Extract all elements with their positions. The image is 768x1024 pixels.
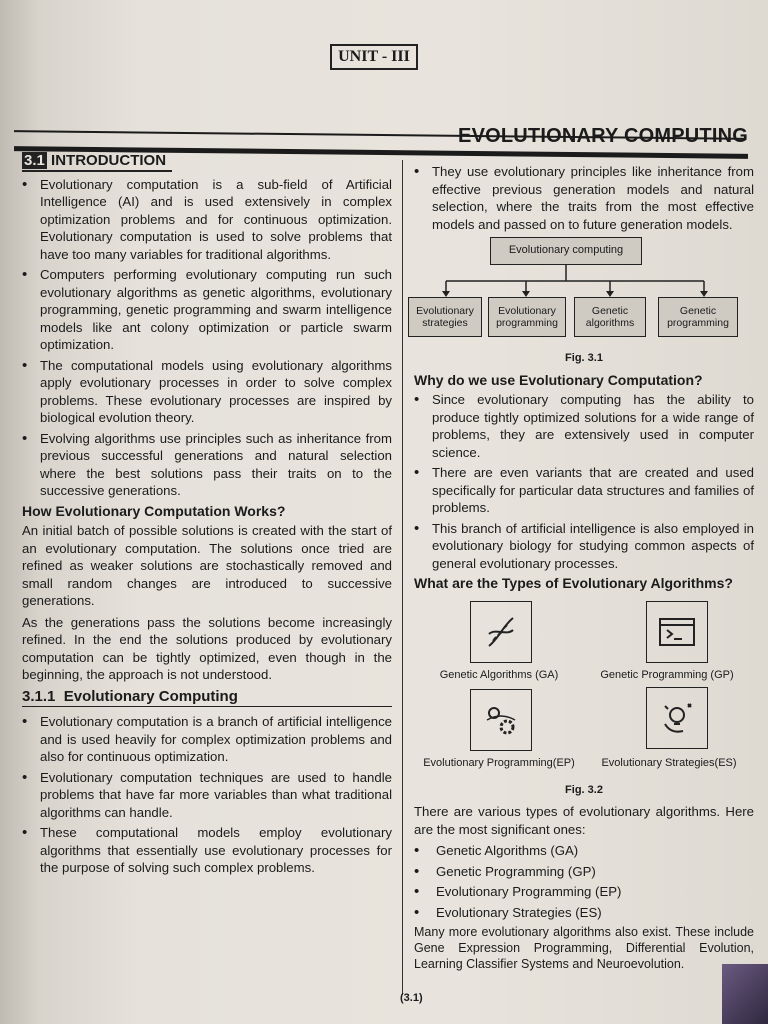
page-number: (3.1) [400,992,423,1004]
paragraph: As the generations pass the solutions become increasingly refined. In the end the solutions produced by evolutionary computation can be tightly optimized, even though in the beginning, the approach is not understood. [22,614,392,682]
list-item: • Evolving algorithms use principles such as inheritance from previous successful generations and natural selection where the best solutions pass their traits on to the successive generations. [22,430,392,500]
flowchart-leaf: Genetic programming [658,297,738,337]
flowchart-leaf: Genetic algorithms [574,297,646,337]
paragraph: An initial batch of possible solutions is created with the start of an evolutionary computation. The solutions once tried are refined as weaker solutions are stochastically removed and small random changes are introduced to successive generations. [22,523,392,608]
subsection-number: 3.1.1 [22,687,56,705]
list-item: • They use evolutionary principles like inheritance from effective previous generation models and natural selection, where the traits from the most effective models and passed on to future generation models. [414,163,754,233]
flowchart-leaf: Evolutionary programming [488,297,566,337]
chapter-title: EVOLUTIONARY COMPUTING [458,125,748,147]
algo-label: Genetic Programming (GP) [600,668,734,681]
list-item: • Genetic Programming (GP) [414,863,754,881]
unit-label: UNIT - III [330,44,418,70]
list-item: • Genetic Algorithms (GA) [414,842,754,860]
list-item: • This branch of artificial intelligence is also employed in evolutionary biology for studying common aspects of general evolutionary processes. [414,520,754,573]
list-item: • These computational models employ evolutionary algorithms that essentially use evolutionary processes for the purpose of solving such complex problems. [22,824,392,877]
algo-label: Evolutionary Strategies(ES) [601,756,737,769]
figure-caption: Fig. 3.2 [565,783,603,796]
gears-icon [470,689,532,751]
why-heading: Why do we use Evolutionary Computation? [414,371,703,388]
subsection-title: Evolutionary Computing [63,687,238,705]
paragraph: There are various types of evolutionary algorithms. Here are the most significant ones: [414,804,754,837]
list-item: • There are even variants that are created and used specifically for particular data structures and families of problems. [414,464,754,517]
section-title: INTRODUCTION [51,152,167,169]
section-heading [22,152,172,172]
list-item: • Evolutionary Programming (EP) [414,883,754,901]
how-heading: How Evolutionary Computation Works? [22,502,286,519]
left-column [22,152,392,880]
column-divider [402,160,403,995]
list-item: • Evolutionary computation is a sub-field of Artificial Intelligence (AI) and is used extensively in complex optimization problems and for continuous optimization. Evolutionary computation is used to solve problems that have too many variables for traditional algorithms. [22,176,392,264]
list-item: • Evolutionary computation techniques are used to handle problems that have far more variables than what traditional algorithms can handle. [22,769,392,822]
list-item: • Evolutionary computation is a branch of artificial intelligence and is used heavily for complex optimization problems and also for continuous optimization. [22,713,392,766]
types-heading: What are the Types of Evolutionary Algorithms? [414,575,733,591]
algo-label: Evolutionary Programming(EP) [423,756,575,769]
algorithm-icons [414,599,754,779]
lightbulb-icon [646,687,708,749]
section-number: 3.1 [24,152,45,169]
figure-caption: Fig. 3.1 [565,352,603,364]
flowchart-root: Evolutionary computing [490,237,642,265]
list-item: • The computational models using evolutionary algorithms apply evolutionary processes in order to solve complex problems. These evolutionary processes are inspired by biological evolution theory. [22,357,392,427]
dna-icon [470,601,532,663]
terminal-icon [646,601,708,663]
list-item: • Computers performing evolutionary computing run such evolutionary algorithms as genetic algorithms, evolutionary programming, genetic programming and swarm intelligence models like ant colony optimization or particle swarm optimization. [22,266,392,354]
paragraph: Many more evolutionary algorithms also exist. These include Gene Expression Programming, Differential Evolution, Learning Classifier Systems and Neuroevolution. [414,925,754,971]
flowchart-leaf: Evolutionary strategies [408,297,482,337]
right-column [414,163,754,976]
algo-label: Genetic Algorithms (GA) [439,668,559,681]
list-item: • Since evolutionary computing has the ability to produce tightly optimized solutions for a wide range of problems, they are extensively used in computer science. [414,391,754,461]
flowchart [408,237,748,347]
subsection-heading [22,688,392,708]
list-item: • Evolutionary Strategies (ES) [414,904,754,922]
